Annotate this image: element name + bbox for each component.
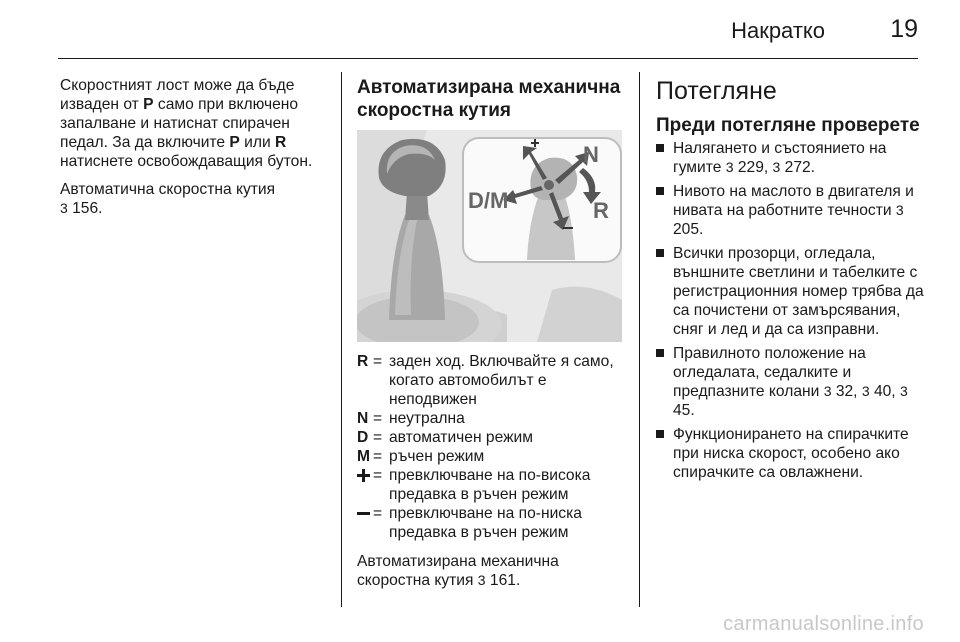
column-divider-left: [341, 72, 342, 607]
page-number: 19: [890, 15, 918, 43]
legend-description: превключване на по-висока предавка в ръчен режим: [389, 467, 591, 503]
square-bullet-icon: [656, 349, 664, 357]
page-ref[interactable]: 40,: [869, 383, 900, 400]
plus-icon: [357, 466, 370, 485]
legend-row-r: [357, 352, 625, 409]
pre-drive-checklist: [656, 139, 924, 482]
see-also-text: Автоматична скоростна кутия: [60, 181, 276, 198]
page-ref[interactable]: 161.: [485, 572, 521, 589]
section-heading: Автоматизирана механична скоростна кутия: [357, 77, 621, 121]
intro-text-1: Скоростният лост може да бъде изваден от: [60, 77, 295, 113]
intro-paragraph: [60, 76, 338, 171]
page-header: [0, 0, 960, 62]
legend-row-minus: [357, 504, 625, 542]
page-ref-icon: 3: [60, 200, 68, 216]
column-middle: [357, 76, 625, 590]
list-item-text: Правилното положение на огледалата, седалките и предпазните колани: [673, 345, 866, 400]
intro-text-4: натиснете освобождаващия бутон.: [60, 153, 313, 170]
legend-row-plus: [357, 466, 625, 504]
page-ref-icon: 3: [861, 383, 870, 399]
see-also-text: Автоматизирана механична скоростна кутия: [357, 553, 559, 589]
legend-key: R: [357, 353, 369, 370]
gear-r-label: R: [274, 134, 287, 151]
page-ref-icon: 3: [477, 572, 486, 588]
legend-description: заден ход. Включвайте я само, когато автомобилът е неподвижен: [389, 353, 614, 408]
legend-description: ръчен режим: [389, 448, 485, 465]
legend-row-m: [357, 447, 625, 466]
page-ref-icon: 3: [899, 383, 908, 399]
square-bullet-icon: [656, 144, 664, 152]
legend-equals: =: [373, 505, 383, 522]
figure-label-r: R: [593, 198, 609, 223]
header-section-title: Накратко: [731, 18, 825, 43]
page-ref-icon: 3: [772, 159, 781, 175]
legend-key: N: [357, 410, 369, 427]
legend-equals: =: [373, 353, 383, 370]
legend-description: неутрална: [389, 410, 465, 427]
see-also-automatic: [60, 180, 338, 218]
page-ref[interactable]: 272.: [780, 159, 816, 176]
column-left: [60, 76, 338, 218]
legend-equals: =: [373, 448, 383, 465]
list-item: [656, 425, 924, 482]
subsection-heading: Преди потегляне проверете: [656, 115, 920, 136]
gear-p-label: P: [229, 134, 240, 151]
square-bullet-icon: [656, 249, 664, 257]
watermark: carmanualsonline.info: [723, 613, 924, 635]
page-ref[interactable]: 229,: [733, 159, 773, 176]
list-item-text: Всички прозорци, огледала, външните светлини и табелките с регистрационния номер трябва да са почистени от замърсявания, сняг и лед и да са изправни.: [673, 245, 924, 338]
page-ref[interactable]: 156.: [67, 200, 103, 217]
figure-label-dm: D/M: [468, 188, 509, 213]
header-rule: [58, 58, 918, 59]
square-bullet-icon: [656, 430, 664, 438]
legend-row-n: [357, 409, 625, 428]
minus-icon: [357, 504, 370, 523]
legend-row-d: [357, 428, 625, 447]
page-ref-icon: 3: [895, 202, 904, 218]
gear-lever-illustration: [357, 130, 622, 342]
intro-text-2: само при включено запалване и натиснат спирачен педал. За да включите: [60, 96, 299, 151]
page-ref[interactable]: 32,: [831, 383, 862, 400]
gear-lever-figure: [357, 130, 622, 342]
page-ref[interactable]: 205.: [673, 221, 704, 238]
column-divider-right: [639, 72, 640, 607]
see-also-automated-manual: [357, 552, 625, 590]
list-item: [656, 182, 924, 239]
square-bullet-icon: [656, 187, 664, 195]
legend-equals: =: [373, 467, 383, 484]
gear-p-label: P: [143, 96, 154, 113]
section-heading: Потегляне: [656, 77, 777, 105]
list-item: [656, 139, 924, 177]
legend-equals: =: [373, 410, 383, 427]
list-item-text: Нивото на маслото в двигателя и нивата на работните течности: [673, 183, 914, 219]
intro-text-3: или: [239, 134, 275, 151]
figure-label-n: N: [583, 142, 599, 167]
gear-legend: [357, 352, 625, 542]
legend-description: превключване на по-ниска предавка в ръчен режим: [389, 505, 582, 541]
page-ref-icon: 3: [725, 159, 734, 175]
legend-description: автоматичен режим: [389, 429, 533, 446]
legend-key: M: [357, 448, 370, 465]
list-item: [656, 344, 924, 420]
page-ref-icon: 3: [823, 383, 832, 399]
column-right: [656, 76, 924, 487]
legend-key: D: [357, 429, 369, 446]
legend-equals: =: [373, 429, 383, 446]
list-item: [656, 244, 924, 339]
list-item-text: Функционирането на спирачките при ниска скорост, особено ако спирачките са овлажнени.: [673, 426, 909, 481]
list-item-text: Налягането и състоянието на гумите: [673, 140, 887, 176]
page-ref[interactable]: 45.: [673, 402, 695, 419]
